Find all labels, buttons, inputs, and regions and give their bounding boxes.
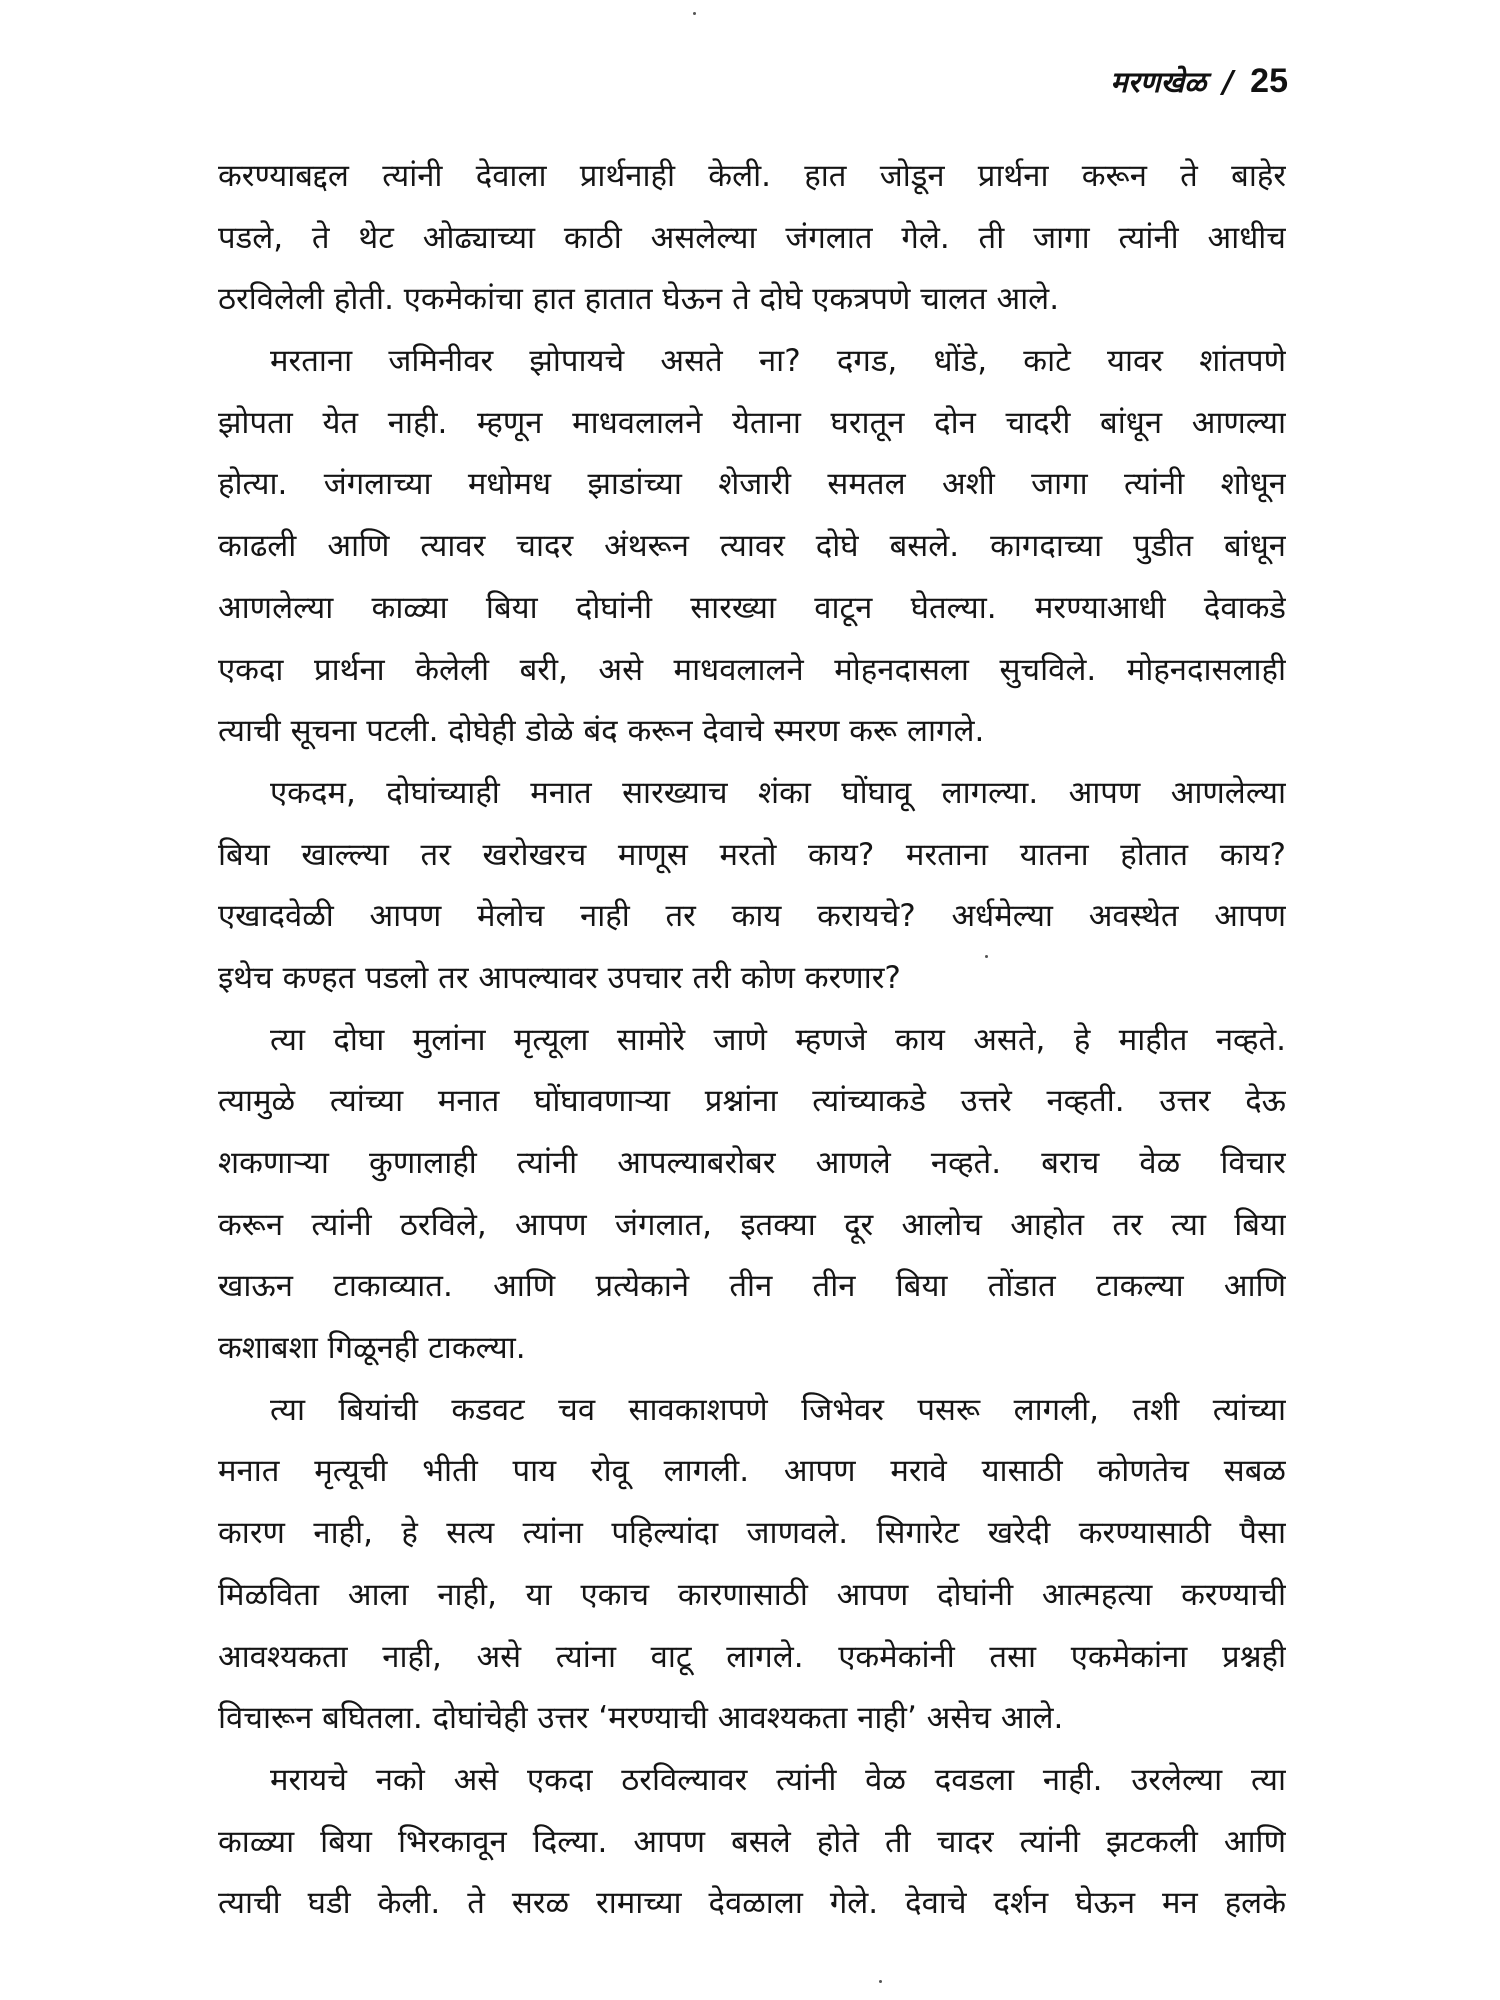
text-line: त्याची सूचना पटली. दोघेही डोळे बंद करून देवाचे स्मरण करू लागले. xyxy=(218,713,985,750)
scan-speck xyxy=(693,12,696,15)
text-line: त्यामुळे त्यांच्या मनात घोंघावणाऱ्या प्रश्नांना त्यांच्याकडे उत्तरे नव्हती. उत्तर देऊ xyxy=(218,1083,1286,1120)
text-line: करण्याबद्दल त्यांनी देवाला प्रार्थनाही केली. हात जोडून प्रार्थना करून ते बाहेर xyxy=(218,158,1286,194)
text-line: होत्या. जंगलाच्या मधोमध झाडांच्या शेजारी समतल अशी जागा त्यांनी शोधून xyxy=(218,466,1286,503)
text-line: काढली आणि त्यावर चादर अंथरून त्यावर दोघे बसले. कागदाच्या पुडीत बांधून xyxy=(218,528,1286,565)
text-line: ठरविलेली होती. एकमेकांचा हात हातात घेऊन ते दोघे एकत्रपणे चालत आले. xyxy=(218,281,1060,318)
body-text xyxy=(218,146,1286,1935)
running-head xyxy=(1110,62,1288,101)
scan-speck xyxy=(879,1980,882,1983)
text-line: आवश्यकता नाही, असे त्यांना वाटू लागले. एकमेकांनी तसा एकमेकांना प्रश्नही xyxy=(218,1638,1286,1675)
text-line: त्या दोघा मुलांना मृत्यूला सामोरे जाणे म्हणजे काय असते, हे माहीत नव्हते. xyxy=(270,1021,1286,1058)
text-line: एकदा प्रार्थना केलेली बरी, असे माधवलालने मोहनदासला सुचविले. मोहनदासलाही xyxy=(218,651,1286,688)
running-head-title: मरणखेळ xyxy=(1110,65,1207,99)
text-line: शकणाऱ्या कुणालाही त्यांनी आपल्याबरोबर आणले नव्हते. बराच वेळ विचार xyxy=(218,1145,1286,1181)
text-line: एखादवेळी आपण मेलोच नाही तर काय करायचे? अर्धमेल्या अवस्थेत आपण xyxy=(218,898,1286,935)
text-line: कारण नाही, हे सत्य त्यांना पहिल्यांदा जाणवले. सिगारेट खरेदी करण्यासाठी पैसा xyxy=(218,1515,1286,1552)
text-line: एकदम, दोघांच्याही मनात सारख्याच शंका घोंघावू लागल्या. आपण आणलेल्या xyxy=(270,774,1286,811)
text-line: खाऊन टाकाव्यात. आणि प्रत्येकाने तीन तीन बिया तोंडात टाकल्या आणि xyxy=(218,1268,1286,1305)
text-line: आणलेल्या काळ्या बिया दोघांनी सारख्या वाटून घेतल्या. मरण्याआधी देवाकडे xyxy=(218,589,1286,626)
text-line: कशाबशा गिळूनही टाकल्या. xyxy=(218,1330,526,1367)
text-line: इथेच कण्हत पडलो तर आपल्यावर उपचार तरी कोण करणार? xyxy=(218,959,901,996)
text-line: बिया खाल्ल्या तर खरोखरच माणूस मरतो काय? मरताना यातना होतात काय? xyxy=(218,836,1286,873)
text-line: मिळविता आला नाही, या एकाच कारणासाठी आपण दोघांनी आत्महत्या करण्याची xyxy=(218,1576,1286,1613)
text-line: झोपता येत नाही. म्हणून माधवलालने येताना घरातून दोन चादरी बांधून आणल्या xyxy=(218,404,1286,441)
text-line: त्याची घडी केली. ते सरळ रामाच्या देवळाला गेले. देवाचे दर्शन घेऊन मन हलके xyxy=(218,1885,1286,1922)
text-line: करून त्यांनी ठरविले, आपण जंगलात, इतक्या दूर आलोच आहोत तर त्या बिया xyxy=(218,1206,1286,1243)
text-line: पडले, ते थेट ओढ्याच्या काठी असलेल्या जंगलात गेले. ती जागा त्यांनी आधीच xyxy=(218,219,1286,256)
text-line: काळ्या बिया भिरकावून दिल्या. आपण बसले होते ती चादर त्यांनी झटकली आणि xyxy=(218,1823,1286,1860)
text-line: त्या बियांची कडवट चव सावकाशपणे जिभेवर पसरू लागली, तशी त्यांच्या xyxy=(270,1391,1286,1428)
text-line: विचारून बघितला. दोघांचेही उत्तर ‘मरण्याची आवश्यकता नाही’ असेच आले. xyxy=(218,1700,1064,1737)
page-number: 25 xyxy=(1250,62,1288,100)
running-head-separator: / xyxy=(1222,65,1234,100)
text-line: मरताना जमिनीवर झोपायचे असते ना? दगड, धोंडे, काटे यावर शांतपणे xyxy=(270,343,1286,380)
text-line: मनात मृत्यूची भीती पाय रोवू लागली. आपण मरावे यासाठी कोणतेच सबळ xyxy=(218,1453,1286,1490)
text-line: मरायचे नको असे एकदा ठरविल्यावर त्यांनी वेळ दवडला नाही. उरलेल्या त्या xyxy=(270,1761,1286,1798)
